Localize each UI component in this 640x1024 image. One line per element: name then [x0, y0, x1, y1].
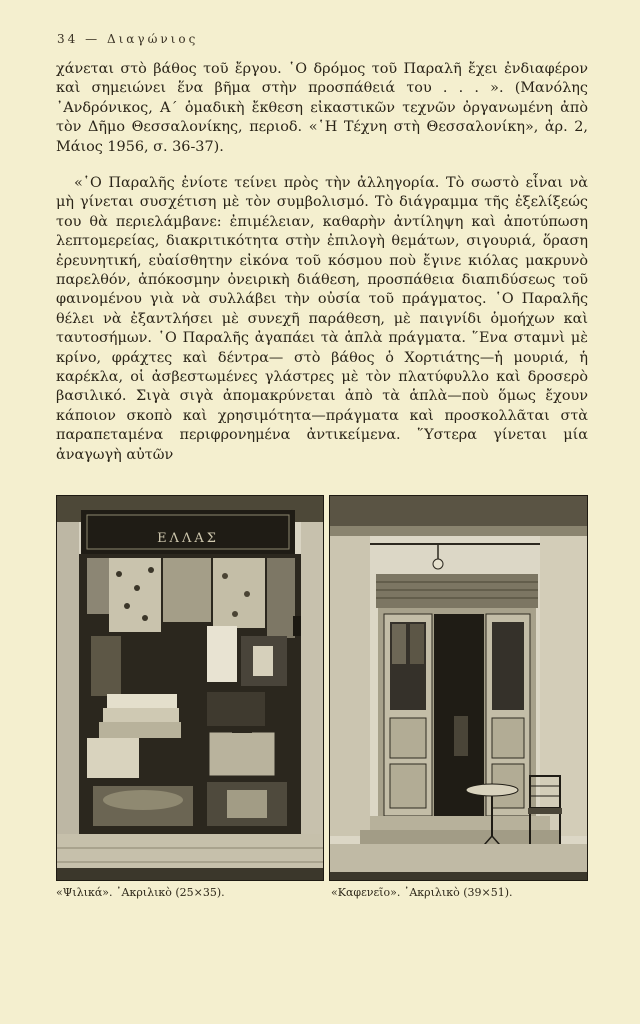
painting-psilika-image	[57, 496, 323, 880]
caption-psilika: «Ψιλικά». ᾽Ακριλικὸ (25×35).	[56, 886, 225, 899]
painting-kafeneio	[329, 495, 588, 881]
painting-psilika	[56, 495, 324, 881]
paragraph-1-text: χάνεται στὸ βάθος τοῦ ἔργου. ῾Ο δρόμος τοῦ Παραλῆ ἔχει ἐνδιαφέρον καὶ σημειώνει ἕνα βῆμα στὴν προσπάθειά του . . . ». (Μανόλης ᾽Ανδρόνικος, Α΄ ὁμαδικὴ ἔκθεση εἰκαστικῶν τεχνῶν ὀργανωμένη ἀπὸ τὸν Δῆμο Θεσσαλονίκης, περιοδ. «῾Η Τέχνη στὴ Θεσσαλονίκη», ἀρ. 2, Μάιος 1956, σ. 36-37).	[56, 61, 588, 155]
header-separator: —	[85, 32, 101, 46]
running-header	[57, 32, 198, 46]
running-title: Διαγώνιος	[106, 32, 199, 46]
caption-kafeneio: «Καφενεῖο». ᾽Ακριλικὸ (39×51).	[331, 886, 513, 899]
page-number: 34	[57, 32, 79, 46]
shop-sign-text: ΕΛΛΑΣ	[157, 531, 219, 546]
paragraph-2-text: «῾Ο Παραλῆς ἐνίοτε τείνει πρὸς τὴν ἀλληγορία. Τὸ σωστὸ εἶναι νὰ μὴ γίνεται συσχέτιση μὲ τὸν συμβολισμό. Τὸ διάγραμμα τῆς ἐξελίξεώς του θὰ περιελάμβανε: ἐπιμέλειαν, καθαρὴν ἀντίληψη καὶ ἀποτύπωση λεπτομερείας, διακριτικότητα στὴν ἐπιλογὴ θεμάτων, σιγουριά, ὅραση ἐρευνητική, εὐαίσθητην εἰκόνα τοῦ κόσμου ποὺ ἔγινε κιόλας μακρυνὸ παρελθόν, ἀπόκοσμην ὀνειρικὴ διάθεση, προσπάθεια διαπιδύσεως τοῦ φαινομένου γιὰ νὰ συλλάβει τὴν οὐσία τοῦ πράγματος. ῾Ο Παραλῆς θέλει νὰ ἐξαντλήσει μὲ συνεχῆ παράθεση, μὲ παιγνίδι ὁμοήχων καὶ ταυτοσήμων. ῾Ο Παραλῆς ἀγαπάει τὰ ἁπλὰ πράγματα. ῞Ενα σταμνὶ μὲ κρίνο, φράχτες καὶ δέντρα— στὸ βάθος ὁ Χορτιάτης—ἡ μουριά, ἡ καρέκλα, οἱ ἀσβεστωμένες γλάστρες μὲ τὸν πλατύφυλλο καὶ δροσερὸ βασιλικό. Σιγὰ σιγὰ ἀπομακρύνεται ἀπὸ τὰ ἁπλὰ—ποὺ ὅμως ἔχουν κάποιον σκοπὸ καὶ χρησιμότητα—πράγματα καὶ προσκολλᾶται στὰ παραπεταμένα περιφρονημένα ἀντικείμενα. ῞Υστερα γίνεται μία ἀναγωγὴ αὐτῶν	[56, 175, 588, 463]
paragraph-quote	[56, 174, 588, 465]
paragraph-continuation	[56, 60, 588, 157]
painting-kafeneio-image	[330, 496, 587, 880]
